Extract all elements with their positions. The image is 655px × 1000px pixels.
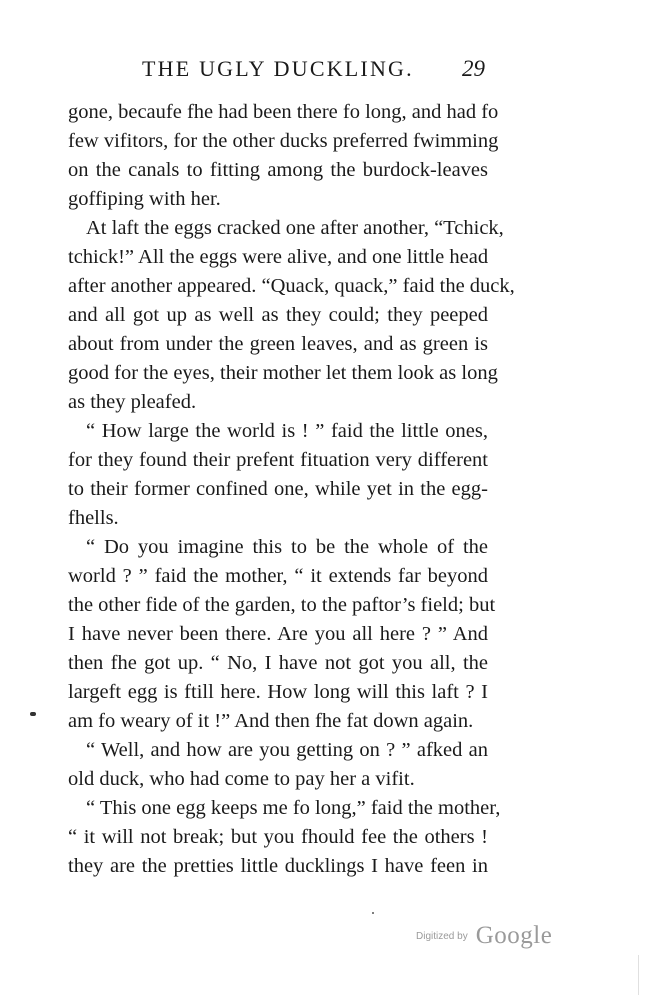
text-line: “ Well, and how are you getting on ? ” afked an (86, 739, 488, 761)
text-line: goffiping with her. (68, 188, 221, 210)
text-line: “ How large the world is ! ” faid the little ones, (86, 420, 488, 442)
text-line: am fo weary of it !” And then fhe fat down again. (68, 710, 474, 732)
stray-dot (372, 912, 374, 914)
text-line: the other fide of the garden, to the paftor’s field; but (68, 594, 496, 616)
text-line: on the canals to fitting among the burdock-leaves (68, 159, 488, 181)
text-line: good for the eyes, their mother let them look as long (68, 362, 498, 384)
text-line: and all got up as well as they could; they peeped (68, 304, 488, 326)
text-line: tchick!” All the eggs were alive, and one little head (68, 246, 489, 268)
margin-mark (30, 712, 36, 716)
text-line: largeft egg is ftill here. How long will this laft ? I (68, 681, 488, 703)
watermark-digitized-by: Digitized by (416, 930, 468, 942)
text-line: as they pleafed. (68, 391, 197, 413)
text-line: “ This one egg keeps me fo long,” faid the mother, (86, 797, 501, 819)
scan-edge (638, 955, 639, 995)
text-line: few vifitors, for the other ducks preferred fwimming (68, 130, 499, 152)
text-line: then fhe got up. “ No, I have not got you all, the (68, 652, 488, 674)
page-number: 29 (462, 56, 485, 81)
text-line: gone, becaufe fhe had been there fo long, and had fo (68, 101, 499, 123)
text-line: “ it will not break; but you fhould fee the others ! (68, 826, 488, 848)
google-logo: Google (475, 922, 553, 949)
text-line: for they found their prefent fituation very different (68, 449, 488, 471)
text-line: world ? ” faid the mother, “ it extends far beyond (68, 565, 488, 587)
running-head: THE UGLY DUCKLING. (142, 56, 414, 81)
body-text (68, 98, 515, 881)
text-line: old duck, who had come to pay her a vifit. (68, 768, 415, 790)
text-line: to their former confined one, while yet in the egg- (68, 478, 488, 500)
text-line: they are the pretties little ducklings I have feen in (68, 855, 488, 877)
text-line: At laft the eggs cracked one after another, “Tchick, (86, 217, 504, 239)
text-line: “ Do you imagine this to be the whole of the (86, 536, 488, 558)
text-line: about from under the green leaves, and as green is (68, 333, 488, 355)
text-line: fhells. (68, 507, 119, 529)
digitized-watermark (416, 922, 552, 958)
text-line: I have never been there. Are you all here ? ” And (68, 623, 488, 645)
text-line: after another appeared. “Quack, quack,” faid the duck, (68, 275, 515, 297)
page-header (0, 56, 655, 88)
